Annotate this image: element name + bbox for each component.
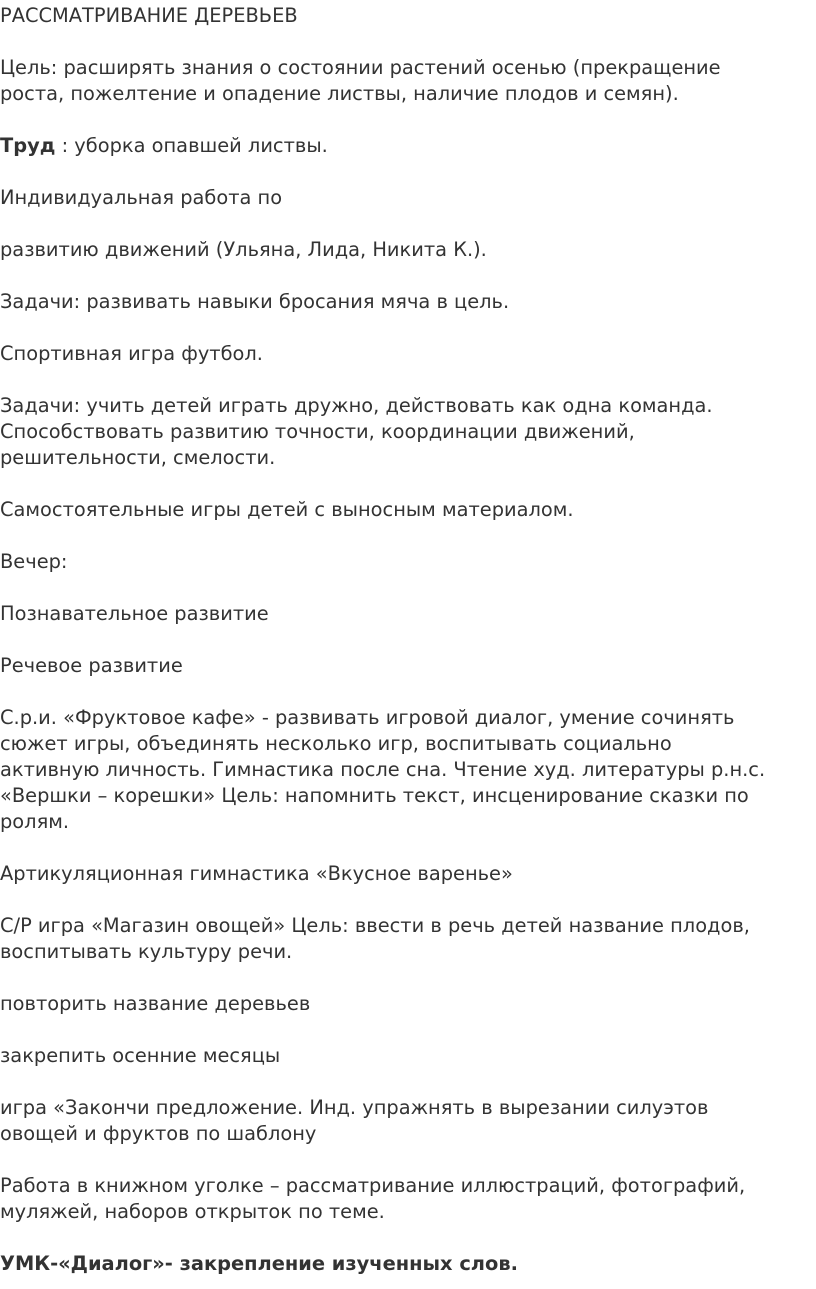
- cognitive-paragraph: [0, 601, 816, 627]
- umk-paragraph: [0, 1251, 816, 1277]
- repeat-trees-paragraph: [0, 991, 816, 1017]
- independent-games-text: Самостоятельные игры детей с выносным материалом.: [0, 498, 574, 521]
- independent-games-paragraph: [0, 497, 816, 523]
- shop-game-line: воспитывать культуру речи.: [0, 940, 293, 963]
- goal-line: Цель: расширять знания о состоянии растений осенью (прекращение: [0, 56, 721, 79]
- repeat-trees-text: повторить название деревьев: [0, 992, 311, 1015]
- book-corner-line: Работа в книжном уголке – рассматривание иллюстраций, фотографий,: [0, 1174, 746, 1197]
- role-play-line: сюжет игры, объединять несколько игр, воспитывать социально: [0, 732, 672, 755]
- role-play-line: активную личность. Гимнастика после сна. Чтение худ. литературы р.н.с.: [0, 758, 766, 781]
- evening-paragraph: [0, 549, 816, 575]
- speech-text: Речевое развитие: [0, 654, 183, 677]
- book-corner-paragraph: [0, 1173, 816, 1225]
- tasks-team-line: Способствовать развитию точности, координации движений,: [0, 420, 635, 443]
- articulation-paragraph: [0, 861, 816, 887]
- movement-development-paragraph: [0, 237, 816, 263]
- goal-paragraph: [0, 55, 816, 107]
- sport-game-text: Спортивная игра футбол.: [0, 342, 263, 365]
- finish-sentence-paragraph: [0, 1095, 816, 1147]
- autumn-months-text: закрепить осенние месяцы: [0, 1044, 281, 1067]
- role-play-line: ролям.: [0, 810, 70, 833]
- goal-line: роста, пожелтение и опадение листвы, наличие плодов и семян).: [0, 82, 679, 105]
- cognitive-text: Познавательное развитие: [0, 602, 269, 625]
- book-corner-line: муляжей, наборов открыток по теме.: [0, 1200, 385, 1223]
- individual-work-paragraph: [0, 185, 816, 211]
- finish-sentence-line: овощей и фруктов по шаблону: [0, 1122, 317, 1145]
- role-play-line: С.р.и. «Фруктовое кафе» - развивать игровой диалог, умение сочинять: [0, 706, 735, 729]
- umk-text: УМК-«Диалог»- закрепление изученных слов.: [0, 1252, 518, 1275]
- shop-game-paragraph: [0, 913, 816, 965]
- title-text: РАССМАТРИВАНИЕ ДЕРЕВЬЕВ: [0, 4, 298, 27]
- tasks-team-paragraph: [0, 393, 816, 471]
- individual-work-text: Индивидуальная работа по: [0, 186, 283, 209]
- labor-label: Труд: [0, 134, 56, 157]
- labor-line: [0, 133, 816, 159]
- tasks-team-line: решительности, смелости.: [0, 446, 276, 469]
- tasks-paragraph: [0, 289, 816, 315]
- labor-text: : уборка опавшей листвы.: [55, 134, 328, 157]
- tasks-team-line: Задачи: учить детей играть дружно, действовать как одна команда.: [0, 394, 713, 417]
- labor-paragraph: [0, 133, 816, 159]
- shop-game-line: С/Р игра «Магазин овощей» Цель: ввести в речь детей название плодов,: [0, 914, 750, 937]
- speech-paragraph: [0, 653, 816, 679]
- tasks-text: Задачи: развивать навыки бросания мяча в цель.: [0, 290, 510, 313]
- role-play-paragraph: [0, 705, 816, 835]
- evening-text: Вечер:: [0, 550, 68, 573]
- role-play-line: «Вершки – корешки» Цель: напомнить текст, инсценирование сказки по: [0, 784, 749, 807]
- sport-game-paragraph: [0, 341, 816, 367]
- finish-sentence-line: игра «Закончи предложение. Инд. упражнять в вырезании силуэтов: [0, 1096, 709, 1119]
- document-title: [0, 3, 816, 29]
- articulation-text: Артикуляционная гимнастика «Вкусное варенье»: [0, 862, 513, 885]
- movement-development-text: развитию движений (Ульяна, Лида, Никита К.).: [0, 238, 487, 261]
- autumn-months-paragraph: [0, 1043, 816, 1069]
